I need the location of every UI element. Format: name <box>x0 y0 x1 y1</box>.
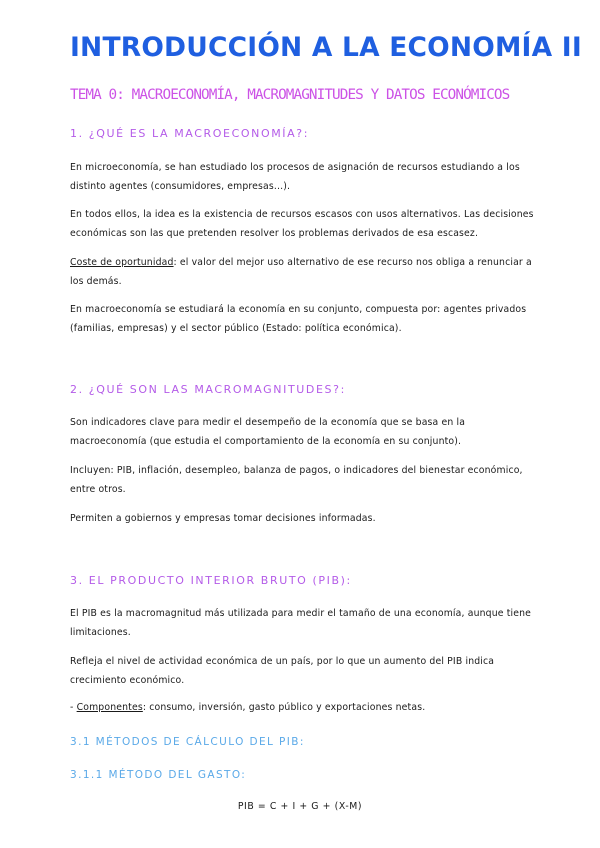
subsection-3-1-1-heading: 3.1.1 MÉTODO DEL GASTO: <box>70 769 247 781</box>
section-3-paragraph-1: El PIB es la macromagnitud más utilizada para medir el tamaño de una economía, aunque tiene limitaciones. <box>70 608 532 638</box>
components-list: : consumo, inversión, gasto público y exportaciones netas. <box>142 702 426 713</box>
subsection-3-1-heading: 3.1 MÉTODOS DE CÁLCULO DEL PIB: <box>70 736 305 748</box>
section-3-paragraph-2: Refleja el nivel de actividad económica de un país, por lo que un aumento del PIB indica crecimiento económico. <box>70 656 495 686</box>
section-2-paragraph-3: Permiten a gobiernos y empresas tomar decisiones informadas. <box>70 513 376 524</box>
section-2-heading: 2. ¿QUÉ SON LAS MACROMAGNITUDES?: <box>70 383 346 396</box>
section-2-paragraph-2: Incluyen: PIB, inflación, desempleo, balanza de pagos, o indicadores del bienestar económico, entre otros. <box>70 465 523 495</box>
section-1-paragraph-3 <box>70 253 540 291</box>
section-2-paragraph-1: Son indicadores clave para medir el desempeño de la economía que se basa en la macroeconomía (que estudia el comportamiento de la economía en su conjunto). <box>70 417 466 447</box>
components-line <box>70 698 540 717</box>
opportunity-cost-definition: : el valor del mejor uso alternativo de ese recurso nos obliga a renunciar a los demás. <box>70 257 532 287</box>
opportunity-cost-term: Coste de oportunidad <box>70 257 174 268</box>
section-1-paragraph-4: En macroeconomía se estudiará la economía en su conjunto, compuesta por: agentes privados (familias, empresas) y el sector público (Estado: política económica). <box>70 304 527 334</box>
gdp-formula: PIB = C + I + G + (X-M) <box>237 801 363 812</box>
components-term: Componentes <box>76 702 143 713</box>
document-title: INTRODUCCIÓN A LA ECONOMÍA II <box>70 32 582 63</box>
section-1-heading: 1. ¿QUÉ ES LA MACROECONOMÍA?: <box>70 127 310 140</box>
topic-subtitle: TEMA 0: MACROECONOMÍA, MACROMAGNITUDES Y DATOS ECONÓMICOS <box>70 87 510 103</box>
components-dash: - <box>70 702 77 713</box>
section-1-paragraph-1: En microeconomía, se han estudiado los procesos de asignación de recursos estudiando a los distinto agentes (consumidores, empresas...). <box>70 162 520 192</box>
section-3-heading: 3. EL PRODUCTO INTERIOR BRUTO (PIB): <box>70 574 352 587</box>
section-1-paragraph-2: En todos ellos, la idea es la existencia de recursos escasos con usos alternativos. Las decisiones económicas son las que pretenden resolver los problemas derivados de esa escasez. <box>70 209 534 239</box>
